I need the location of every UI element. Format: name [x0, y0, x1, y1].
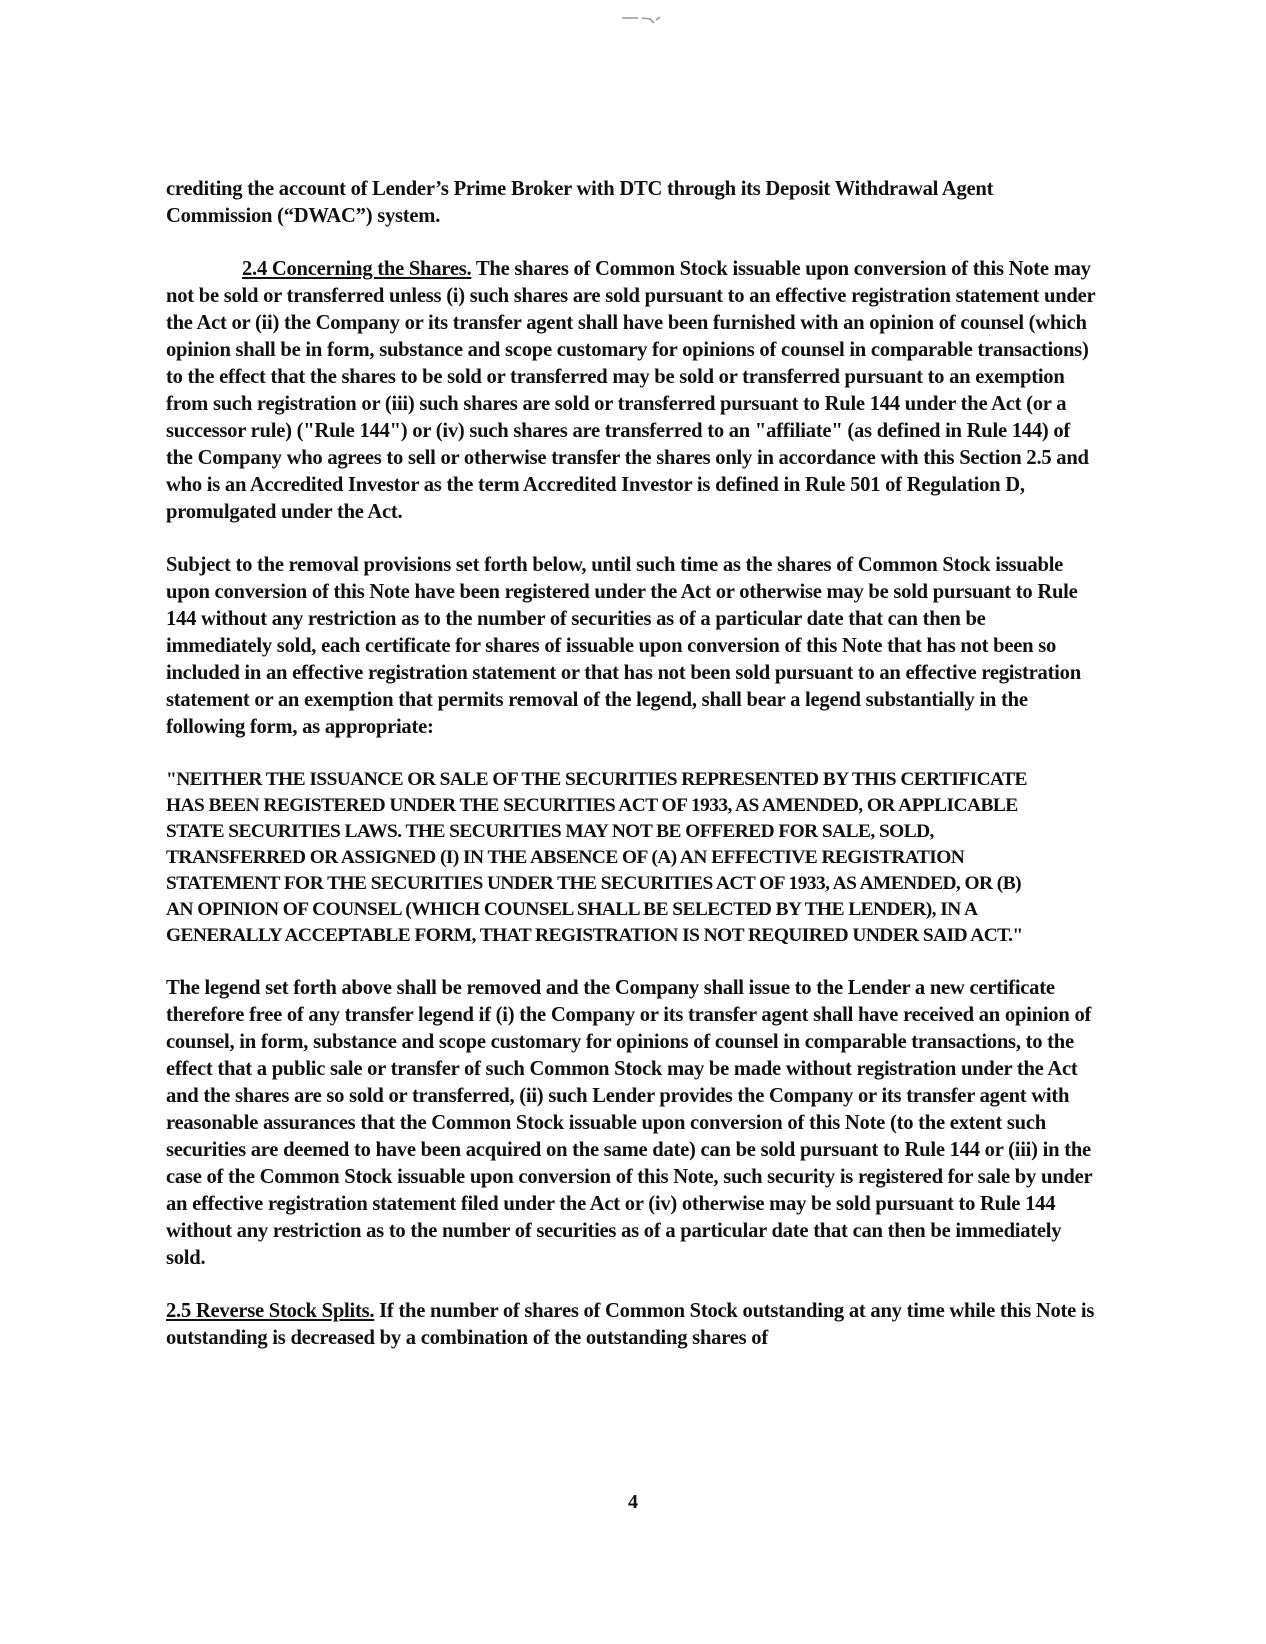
scan-artifact-mark	[620, 14, 664, 26]
paragraph-text: Subject to the removal provisions set forth below, until such time as the shares of Common Stock issuable upon conversion of this Note have been registered under the Act or otherwise may be sold pursuant to Rule 144 without any restriction as to the number of securities as of a particular date that can then be immediately sold, each certificate for shares of issuable upon conversion of this Note that has not been so included in an effective registration statement or that has not been sold pursuant to an effective registration statement or an exemption that permits removal of the legend, shall bear a legend substantially in the following form, as appropriate:	[166, 554, 1081, 738]
section-heading-2-5: 2.5 Reverse Stock Splits.	[166, 1300, 375, 1322]
paragraph-legend-removal	[166, 975, 1096, 1272]
legend-text: "NEITHER THE ISSUANCE OR SALE OF THE SECURITIES REPRESENTED BY THIS CERTIFICATE HAS BEEN REGISTERED UNDER THE SECURITIES ACT OF 1933, AS AMENDED, OR APPLICABLE STATE SECURITIES LAWS. THE SECURITIES MAY NOT BE OFFERED FOR SALE, SOLD, TRANSFERRED OR ASSIGNED (I) IN THE ABSENCE OF (A) AN EFFECTIVE REGISTRATION STATEMENT FOR THE SECURITIES UNDER THE SECURITIES ACT OF 1933, AS AMENDED, OR (B) AN OPINION OF COUNSEL (WHICH COUNSEL SHALL BE SELECTED BY THE LENDER), IN A GENERALLY ACCEPTABLE FORM, THAT REGISTRATION IS NOT REQUIRED UNDER SAID ACT."	[166, 769, 1027, 946]
paragraph-restrictive-legend	[166, 767, 1036, 949]
page-number: 4	[628, 1491, 638, 1513]
paragraph-concerning-the-shares	[166, 256, 1096, 526]
paragraph-text: If the number of shares of Common Stock outstanding at any time while this Note is outstanding is decreased by a combination of the outstanding shares of	[166, 1300, 1095, 1349]
document-body	[166, 176, 1096, 1378]
paragraph-dwac	[166, 176, 1096, 230]
paragraph-legend-requirement	[166, 552, 1096, 741]
paragraph-text: The shares of Common Stock issuable upon conversion of this Note may not be sold or transferred unless (i) such shares are sold pursuant to an effective registration statement under the Act or (ii) the Company or its transfer agent shall have been furnished with an opinion of counsel (which opinion shall be in form, substance and scope customary for opinions of counsel in comparable transactions) to the effect that the shares to be sold or transferred may be sold or transferred pursuant to an exemption from such registration or (iii) such shares are sold or transferred pursuant to Rule 144 under the Act (or a successor rule) ("Rule 144") or (iv) such shares are transferred to an "affiliate" (as defined in Rule 144) of the Company who agrees to sell or otherwise transfer the shares only in accordance with this Section 2.5 and who is an Accredited Investor as the term Accredited Investor is defined in Rule 501 of Regulation D, promulgated under the Act.	[166, 258, 1096, 523]
paragraph-text: crediting the account of Lender’s Prime Broker with DTC through its Deposit Withdrawal Agent Commission (“DWAC”) system.	[166, 178, 994, 227]
paragraph-text: The legend set forth above shall be removed and the Company shall issue to the Lender a new certificate therefore free of any transfer legend if (i) the Company or its transfer agent shall have received an opinion of counsel, in form, substance and scope customary for opinions of counsel in comparable transactions, to the effect that a public sale or transfer of such Common Stock may be made without registration under the Act and the shares are so sold or transferred, (ii) such Lender provides the Company or its transfer agent with reasonable assurances that the Common Stock issuable upon conversion of this Note (to the extent such securities are deemed to have been acquired on the same date) can be sold pursuant to Rule 144 or (iii) in the case of the Common Stock issuable upon conversion of this Note, such security is registered for sale by under an effective registration statement filed under the Act or (iv) otherwise may be sold pursuant to Rule 144 without any restriction as to the number of securities as of a particular date that can then be immediately sold.	[166, 977, 1092, 1269]
section-heading-2-4: 2.4 Concerning the Shares.	[242, 258, 472, 280]
paragraph-reverse-stock-splits	[166, 1298, 1096, 1352]
